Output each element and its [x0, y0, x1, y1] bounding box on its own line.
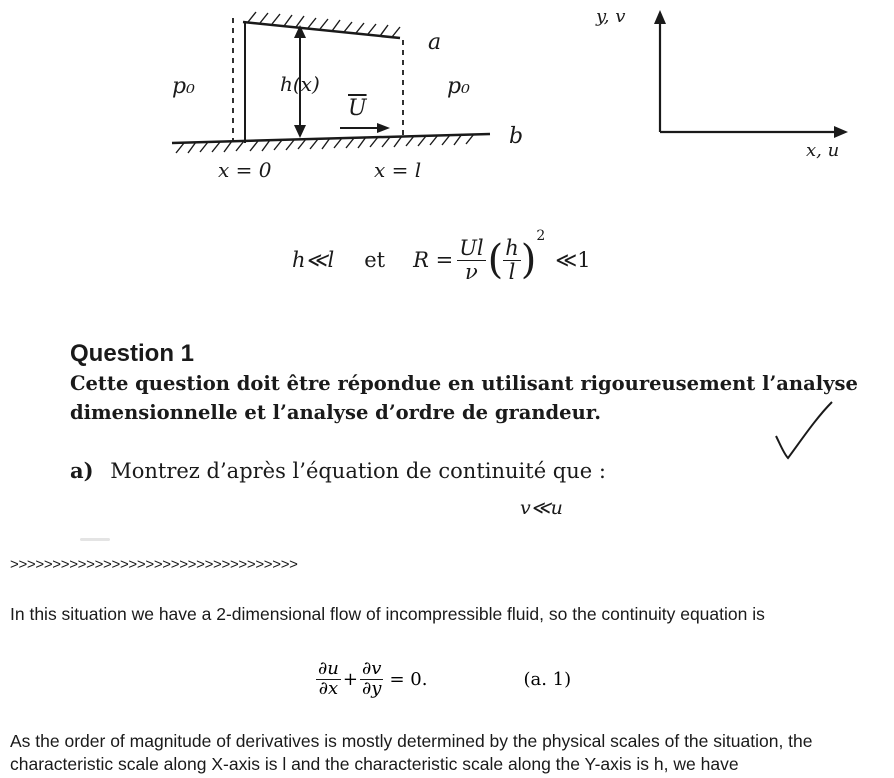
- scan-smudge: [80, 538, 110, 541]
- checkmark-icon: [772, 398, 836, 464]
- paren-open: (: [487, 237, 504, 283]
- answer-paragraph-2-line-1: As the order of magnitude of derivatives is mostly determined by the physical scales of the situation, the: [10, 731, 813, 751]
- question-instruction-2: dimensionnelle et l’analyse d’ordre de grandeur.: [70, 401, 602, 424]
- x-l-label: x = l: [374, 158, 422, 182]
- ground-line: [172, 134, 490, 143]
- paren-close: ): [520, 237, 537, 283]
- fraction-ul-nu: [457, 237, 485, 282]
- answer-paragraph-1: In this situation we have a 2-dimensional flow of incompressible fluid, so the continuity equation is: [10, 604, 765, 624]
- conditions-line: [292, 228, 591, 288]
- y-axis-label: y, v: [596, 6, 626, 27]
- exponent: 2: [536, 228, 546, 244]
- x-axis-arrow: [834, 126, 848, 138]
- partial-dv: ∂v: [362, 657, 382, 679]
- x-axis-label: x, u: [806, 140, 840, 161]
- pressure-left-label: p₀: [172, 74, 195, 99]
- fraction-dv-dy: [360, 657, 383, 699]
- height-label: h(x): [280, 72, 320, 96]
- partial-du: ∂u: [318, 657, 339, 679]
- pressure-right-label: p₀: [447, 74, 470, 99]
- question-instruction-1: Cette question doit être répondue en utilisant rigoureusement l’analyse: [70, 372, 858, 395]
- part-a-label: a): [70, 458, 94, 483]
- point-b-label: b: [509, 124, 524, 149]
- fraction-l: l: [508, 259, 516, 284]
- fraction-denominator: ν: [465, 259, 478, 284]
- fraction-numerator: Ul: [459, 236, 484, 261]
- result-v-ll-u: v≪u: [520, 497, 563, 519]
- point-a-label: a: [428, 30, 442, 55]
- part-a: [70, 458, 606, 483]
- height-arrow-down: [294, 125, 306, 138]
- fraction-du-dx: [316, 657, 341, 699]
- fraction-h-l: [503, 237, 521, 282]
- y-axis-arrow: [654, 10, 666, 24]
- partial-dx: ∂x: [318, 677, 339, 699]
- velocity-label: $\overline{U}$: [348, 96, 367, 121]
- velocity-arrow-head: [377, 123, 390, 133]
- conjunction-et: et: [364, 248, 386, 272]
- reynolds-lhs: R =: [413, 248, 454, 272]
- part-a-text: Montrez d’après l’équation de continuité que :: [110, 459, 606, 483]
- answer-paragraph-2-line-2: characteristic scale along X-axis is l and the characteristic scale along the Y-axis is h, we have: [10, 754, 739, 774]
- continuity-equation: [316, 652, 571, 706]
- condition-rhs: ≪1: [555, 248, 591, 272]
- equation-number: (a. 1): [523, 668, 572, 690]
- partial-dy: ∂y: [362, 677, 382, 699]
- question-heading: Question 1: [70, 340, 195, 367]
- x-zero-label: x = 0: [218, 158, 272, 182]
- fraction-h: h: [505, 236, 519, 261]
- plus-sign: +: [342, 668, 358, 690]
- answer-separator: >>>>>>>>>>>>>>>>>>>>>>>>>>>>>>>>>>: [10, 556, 298, 573]
- equation-rhs: = 0.: [389, 668, 428, 690]
- condition-h-ll-l: h≪l: [292, 248, 335, 272]
- flow-diagram: [0, 0, 894, 200]
